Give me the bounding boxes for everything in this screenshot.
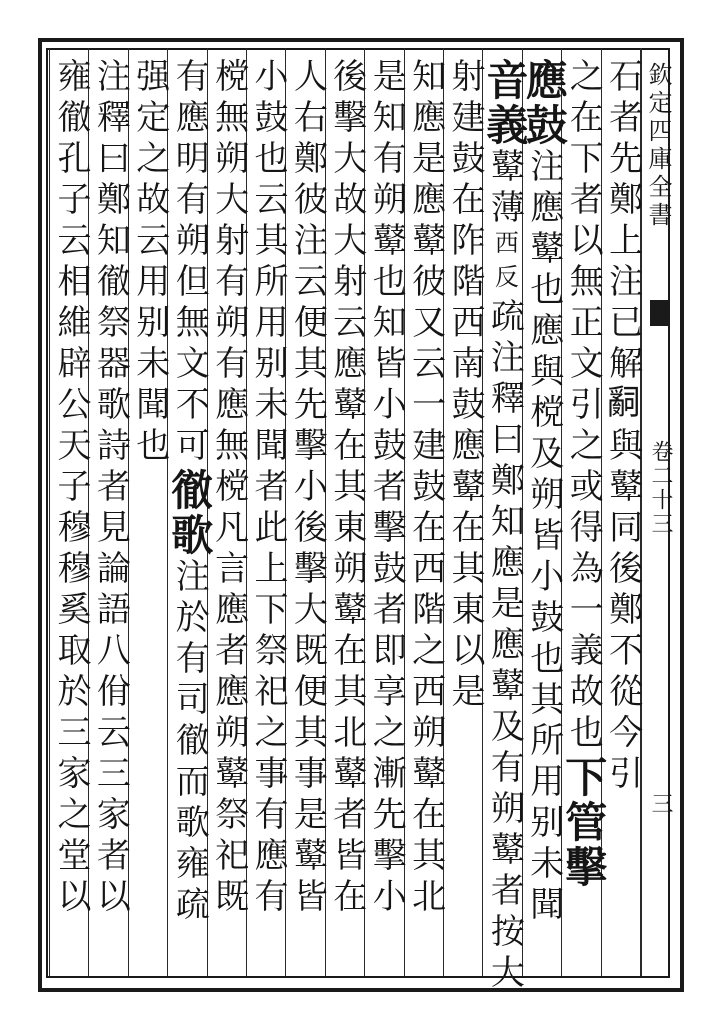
text-column <box>126 58 170 468</box>
headword: 應鼓 <box>519 58 569 148</box>
text-column <box>244 58 288 919</box>
column-text: 有應明有朔但無文不可 <box>169 58 210 468</box>
column-text: 鼙薄 <box>484 148 525 230</box>
margin-juan-number: 卷二十三 <box>648 440 673 536</box>
column-text: 强定之故云用别未聞也 <box>129 58 170 468</box>
margin-book-title: 欽定四庫全書 <box>644 62 672 230</box>
text-column <box>323 58 367 919</box>
text-column <box>519 58 569 927</box>
column-text: 雍徹孔子云相維辟公天子穆穆奚取於三家之堂以 <box>51 58 91 919</box>
column-text: 小鼓也云其所用别未聞者此上下祭祀之事有應有 <box>248 58 288 919</box>
column-text: 人右鄭彼注云便其先擊小後擊大既便其事是鼙皆 <box>287 58 328 919</box>
margin-page-number: 三 <box>648 792 673 814</box>
column-text: 知應是應鼙彼又云一建鼓在西階之西朔鼙在其北 <box>405 58 446 919</box>
text-column <box>402 58 446 919</box>
headword: 音義 <box>480 58 530 148</box>
text-column <box>283 58 327 919</box>
column-text: 𣗋無朔大射有朔有應無𣗋凡言應者應朔鼙祭祀既 <box>208 58 249 919</box>
headword: 徹歌 <box>165 468 215 558</box>
column-text: 疏 <box>484 298 525 339</box>
column-text: 注釋曰鄭知徹祭器歌詩者見論語八佾云三家者以 <box>90 58 131 919</box>
fish-tail-mark <box>650 300 670 326</box>
text-column <box>47 58 91 919</box>
text-column <box>86 58 130 919</box>
column-text: 是知有朔鼙也知皆小鼓者擊鼓者即享之漸先擊小 <box>366 58 407 919</box>
column-text: 射建鼓在阼階西南鼓應鼙在其東以是 <box>445 58 485 714</box>
text-column <box>599 58 643 796</box>
text-column <box>165 58 215 927</box>
text-column <box>362 58 406 919</box>
headword: 下管擊 <box>559 755 609 890</box>
text-column <box>559 58 609 890</box>
column-text: 注釋曰鄭知應是應鼙及有朔鼙者按大 <box>484 339 525 995</box>
column-text: 注於有司徹而歌雍疏 <box>169 558 210 927</box>
column-text: 石者先鄭上注已解𤔲與鼙同後鄭不從今引 <box>602 58 643 796</box>
text-column <box>441 58 485 714</box>
text-column <box>480 58 530 995</box>
small-annotation: 西反 <box>490 230 519 298</box>
column-text: 後擊大故大射云應鼙在其東朔鼙在其北鼙者皆在 <box>326 58 367 919</box>
column-text: 之在下者以無正文引之或得為一義故也 <box>563 58 604 755</box>
column-text: 注應鼙也應與𣗋及朔皆小鼓也其所用别未聞 <box>523 148 564 927</box>
